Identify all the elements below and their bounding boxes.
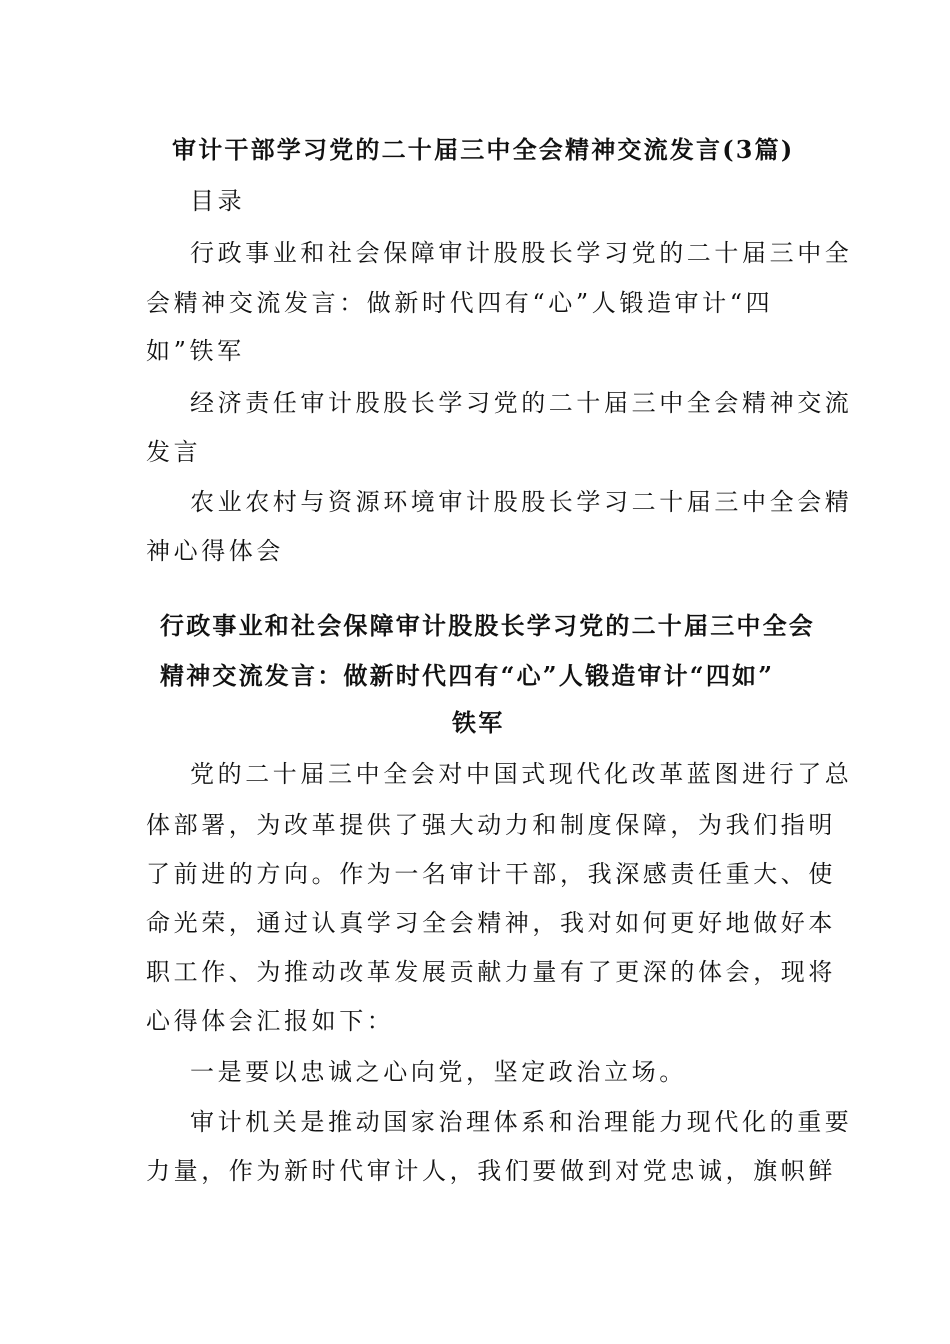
paragraph-line: 了前进的方向。作为一名审计干部，我深感责任重大、使: [146, 860, 836, 888]
toc-entry-line: 农业农村与资源环境审计股股长学习二十届三中全会精: [190, 488, 853, 516]
section-title-line: 精神交流发言：做新时代四有“心”人锻造审计“四如”: [160, 661, 775, 690]
toc-entry-line: 神心得体会: [146, 537, 284, 565]
document-title: 审计干部学习党的二十届三中全会精神交流发言(3篇): [172, 135, 795, 164]
paragraph-line: 心得体会汇报如下：: [146, 1007, 395, 1035]
paragraph-line: 职工作、为推动改革发展贡献力量有了更深的体会，现将: [146, 958, 836, 986]
paragraph-line: 审计机关是推动国家治理体系和治理能力现代化的重要: [190, 1108, 853, 1136]
paragraph-line: 一是要以忠诚之心向党，坚定政治立场。: [190, 1058, 687, 1086]
paragraph-line: 命光荣，通过认真学习全会精神，我对如何更好地做好本: [146, 909, 836, 937]
toc-entry-line: 会精神交流发言：做新时代四有“心”人锻造审计“四: [146, 289, 774, 317]
paragraph-line: 体部署，为改革提供了强大动力和制度保障，为我们指明: [146, 811, 836, 839]
section-title-line: 行政事业和社会保障审计股股长学习党的二十届三中全会: [160, 611, 815, 640]
toc-entry-line: 如”铁军: [146, 337, 245, 365]
paragraph-line: 党的二十届三中全会对中国式现代化改革蓝图进行了总: [190, 760, 853, 788]
section-title-line: 铁军: [452, 708, 505, 737]
paragraph-line: 力量，作为新时代审计人，我们要做到对党忠诚，旗帜鲜: [146, 1157, 836, 1185]
toc-entry-line: 经济责任审计股股长学习党的二十届三中全会精神交流: [190, 389, 853, 417]
toc-entry-line: 发言: [146, 438, 202, 466]
toc-entry-line: 行政事业和社会保障审计股股长学习党的二十届三中全: [190, 239, 853, 267]
toc-heading: 目录: [190, 187, 246, 215]
